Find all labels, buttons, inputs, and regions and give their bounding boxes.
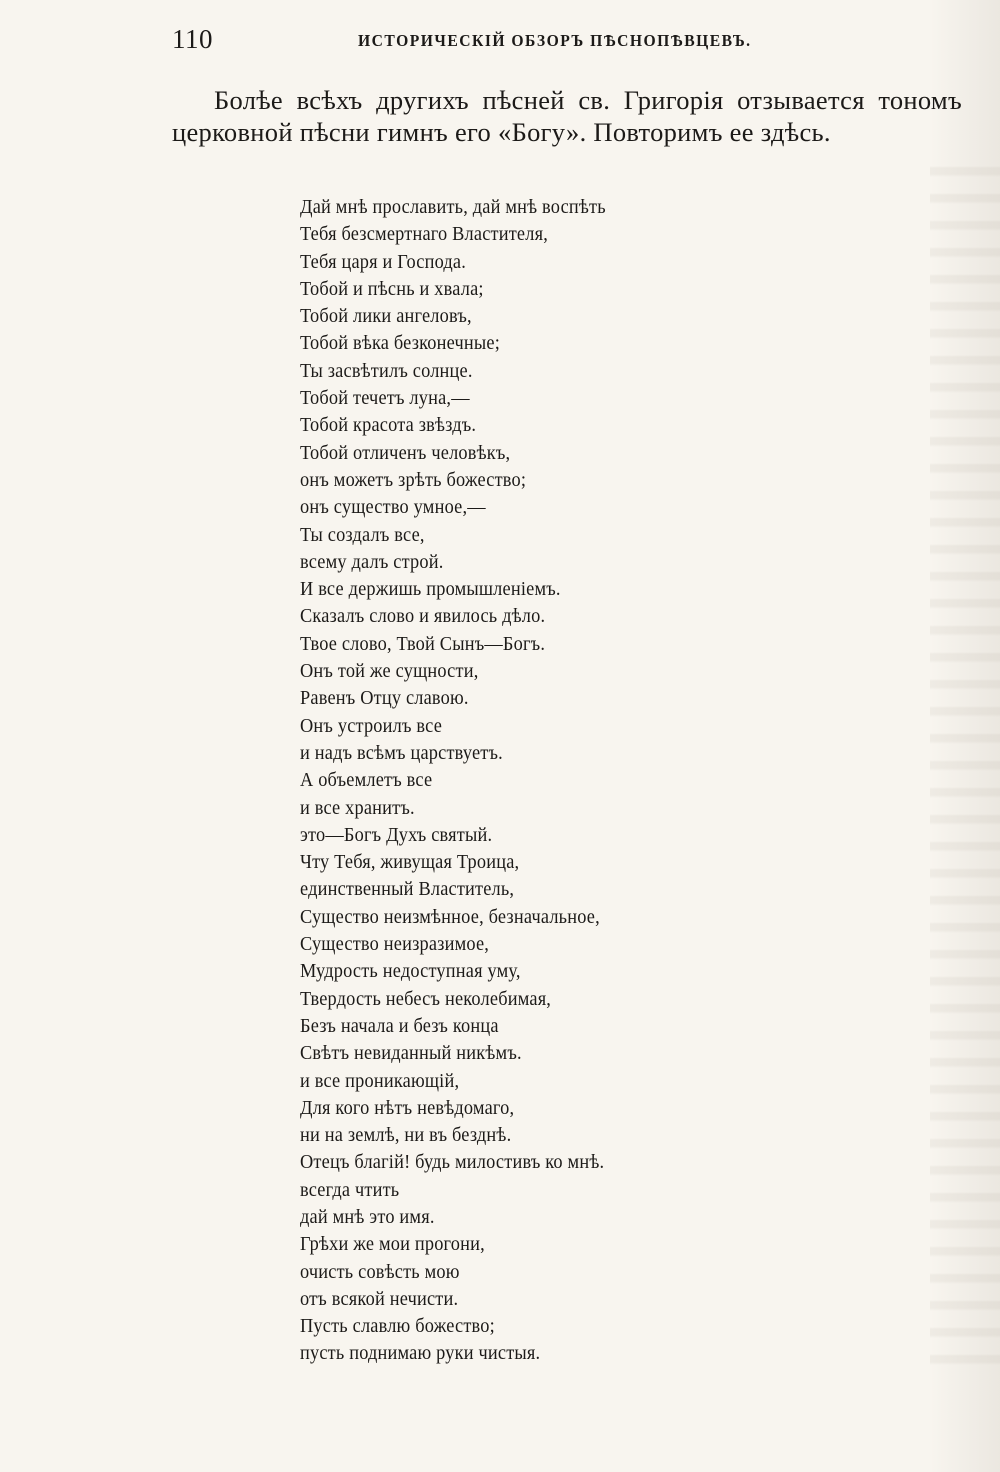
poem-line: Ты засвѣтилъ солнце. (300, 360, 473, 382)
poem-line: Отецъ благій! будь милостивъ ко мнѣ. (300, 1152, 605, 1174)
poem-line: Тебя царя и Господа. (300, 251, 467, 273)
poem-line: и надъ всѣмъ царствуетъ. (300, 742, 503, 764)
poem-line: Безъ начала и безъ конца (300, 1015, 499, 1037)
poem-line: Тебя безсмертнаго Властителя, (300, 224, 548, 246)
poem-line: Тобой и пѣснь и хвала; (300, 278, 484, 300)
poem-line: пусть поднимаю руки чистыя. (300, 1343, 541, 1365)
poem-line: Тобой вѣка безконечные; (300, 333, 501, 355)
poem-line: Твердость небесъ неколебимая, (300, 988, 552, 1010)
poem-line: Чту Тебя, живущая Троица, (300, 852, 520, 874)
poem-line: Сказалъ слово и явилось дѣло. (300, 606, 546, 628)
poem-line: Грѣхи же мои прогони, (300, 1234, 485, 1256)
poem-line: очисть совѣсть мою (300, 1261, 460, 1283)
poem-line: Существо неизразимое, (300, 934, 490, 956)
poem-line: Тобой красота звѣздъ. (300, 415, 477, 437)
page-header (172, 24, 962, 60)
poem-line: А объемлетъ все (300, 770, 433, 792)
poem-line: Тобой течетъ луна,— (300, 388, 470, 410)
running-title: ИСТОРИЧЕСКІЙ ОБЗОРЪ ПѢСНОПѢВЦЕВЪ. (358, 31, 752, 50)
poem-line: онъ можетъ зрѣть божество; (300, 469, 527, 491)
poem-line: Равенъ Отцу славою. (300, 688, 469, 710)
hymn-text (300, 194, 780, 1368)
poem-line: это—Богъ Духъ святый. (300, 824, 493, 846)
poem-line: онъ существо умное,— (300, 497, 486, 519)
show-through-text (930, 150, 1000, 1380)
intro-paragraph: Болѣе всѣхъ другихъ пѣсней св. Григорія отзывается тономъ церковной пѣсни гимнъ его «Богу». Повторимъ ее здѣсь. (172, 85, 962, 147)
poem-line: Тобой отличенъ человѣкъ, (300, 442, 511, 464)
poem-line: Ты создалъ все, (300, 524, 425, 546)
poem-line: Онъ той же сущности, (300, 661, 479, 683)
poem-line: и все хранитъ. (300, 797, 415, 819)
poem-line: Для кого нѣтъ невѣдомаго, (300, 1097, 515, 1119)
poem-line: Дай мнѣ прославить, дай мнѣ воспѣть (300, 197, 606, 218)
poem-line: Существо неизмѣнное, безначальное, (300, 906, 600, 928)
poem-line: Свѣтъ невиданный никѣмъ. (300, 1043, 522, 1065)
poem-line: отъ всякой нечисти. (300, 1288, 459, 1310)
poem-line: всегда чтить (300, 1179, 400, 1201)
poem-line: единственный Властитель, (300, 879, 515, 901)
poem-line: Пусть славлю божество; (300, 1316, 495, 1338)
poem-line: Твое слово, Твой Сынъ—Богъ. (300, 633, 546, 655)
poem-line: ни на землѣ, ни въ безднѣ. (300, 1125, 512, 1147)
poem-line: всему далъ строй. (300, 551, 444, 573)
poem-line: Тобой лики ангеловъ, (300, 306, 472, 328)
poem-line: Онъ устроилъ все (300, 715, 443, 737)
poem-line: И все держишь промышленіемъ. (300, 579, 561, 601)
poem-line: и все проникающій, (300, 1070, 460, 1092)
poem-line: Мудрость недоступная уму, (300, 961, 521, 983)
page-number: 110 (172, 24, 213, 54)
poem-line: дай мнѣ это имя. (300, 1206, 435, 1228)
